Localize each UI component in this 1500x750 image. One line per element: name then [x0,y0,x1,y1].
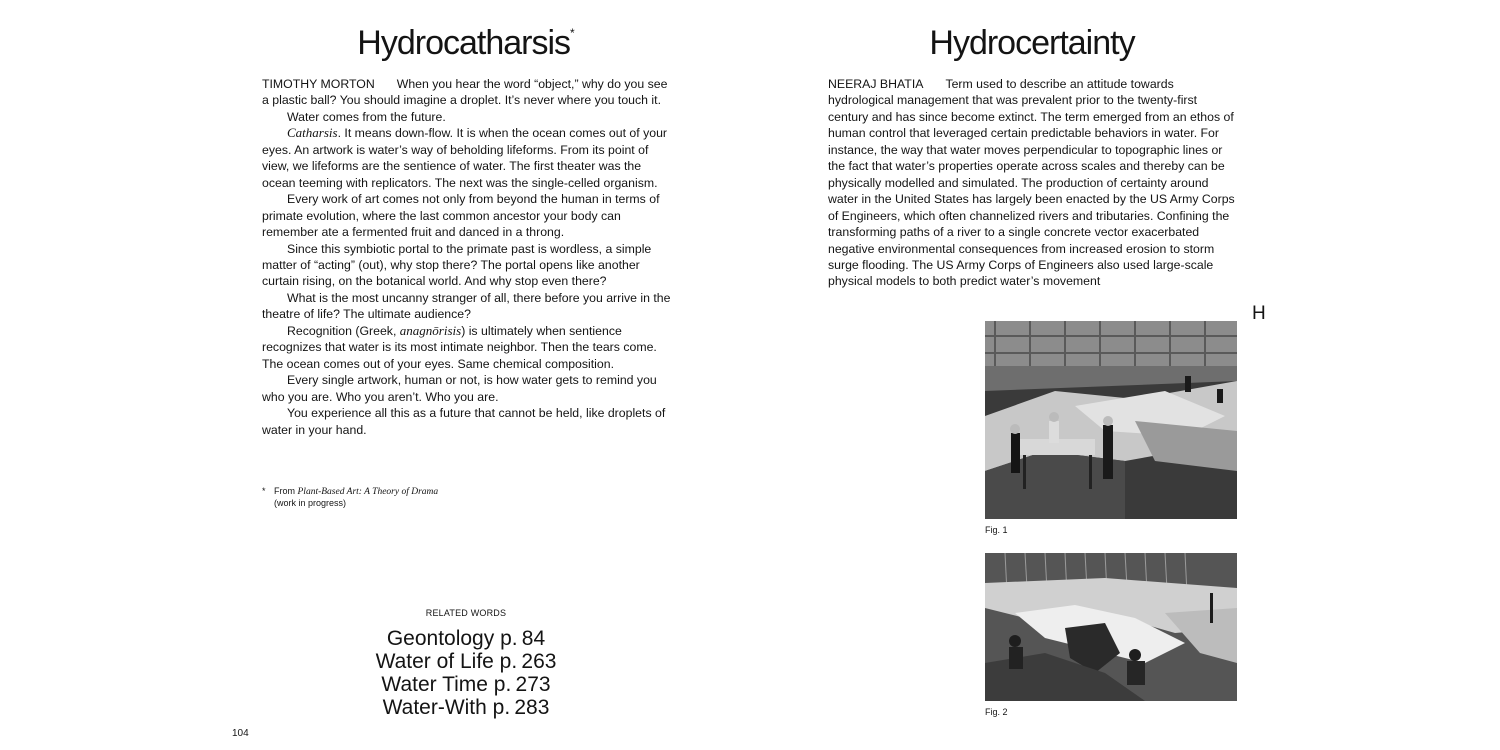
related-word-link[interactable]: Water Time p. 273 [381,673,551,696]
hydraulic-model-hall-image [985,321,1237,519]
related-word-link[interactable]: Water of Life p. 263 [375,650,557,673]
related-words [262,608,670,719]
footnote [262,486,438,509]
footnote-marker: * [570,26,575,40]
index-letter-tab: H [1252,303,1266,324]
paragraph: What is the most uncanny stranger of all, there before you arrive in the theatre of life? The ultimate audience? [262,290,671,322]
footnote-note: (work in progress) [274,498,347,508]
paragraph [262,323,674,372]
author-name: TIMOTHY MORTON [262,77,375,91]
author-name: NEERAJ BHATIA [828,77,924,91]
entry-body-hydrocertainty [828,76,1240,290]
paragraph-text: When you hear the word “object,” why do you see a plastic ball? You should imagine a droplet. It’s never where you touch it. [262,77,668,108]
entry-title-hydrocertainty: Hydrocertainty [929,24,1135,62]
figure-1-caption: Fig. 1 [985,525,1008,535]
paragraph-text: Recognition (Greek, [287,323,400,338]
related-word-link[interactable]: Geontology p. 84 [386,627,546,650]
footnote-mark: * [262,486,266,496]
figure-1-photo [985,321,1237,519]
related-word-link[interactable]: Water-With p. 283 [382,696,550,719]
page-number: 104 [232,728,249,739]
figure-2-caption: Fig. 2 [985,707,1008,717]
paragraph [262,76,674,109]
related-words-heading: RELATED WORDS [425,608,507,618]
entry-body-hydrocatharsis [262,76,674,438]
paragraph: Water comes from the future. [287,109,446,124]
paragraph: You experience all this as a future that cannot be held, like droplets of water in your hand. [262,406,666,437]
entry-title-text: Hydrocatharsis [357,24,571,62]
paragraph: Since this symbiotic portal to the primate past is wordless, a simple matter of “acting” (out), why stop there? The portal opens like another curtain rising, on the botanical world. And why stop even there? [262,241,652,289]
paragraph-text: Term used to describe an attitude towards hydrological management that was prevalent prior to the twenty-first century and has since become extinct. The term emerged from an ethos of human control that leveraged certain predictable behaviors in water. For instance, the way that water moves perpendicular to topographic lines or the fact that water’s properties operate across scales and thereby can be physically modelled and simulated. The production of certainty around water in the United States has largely been enacted by the US Army Corps of Engineers, which often channelized rivers and tributaries. Confining the transforming paths of a river to a single concrete vector exacerbated negative environmental consequences from increased erosion to storm surge flooding. The US Army Corps of Engineers also used large-scale physical models to both predict water’s movement [828,77,1235,289]
paragraph [262,125,674,191]
footnote-line [262,486,438,498]
entry-title-hydrocatharsis [262,24,670,63]
paragraph [828,76,1240,290]
footnote-source-title: Plant-Based Art: A Theory of Drama [297,487,439,497]
paragraph: Every single artwork, human or not, is how water gets to remind you who you are. Who you aren’t. Who you are. [262,373,657,404]
right-page [750,0,1500,750]
paragraph-text: . It means down-flow. It is when the ocean comes out of your eyes. An artwork is water’s way of beholding lifeforms. From its point of view, we lifeforms are the sentience of water. The first theater was the ocean teeming with replicators. The next was the single-celled organism. [262,126,668,190]
footnote-prefix: From [274,486,298,496]
italic-term: anagnōrisis [399,322,462,338]
paragraph-text: ) is ultimately when sentience recognizes that water is its most intimate neighbor. Then the tears come. The ocean comes out of your eyes. Same chemical composition. [262,323,657,371]
italic-term: Catharsis [287,125,338,141]
figure-2-photo [985,553,1237,701]
paragraph: Every work of art comes not only from beyond the human in terms of primate evolution, where the last common ancestor your body can remember ate a fermented fruit and danced in a throng. [262,192,660,240]
river-model-image [985,553,1237,701]
